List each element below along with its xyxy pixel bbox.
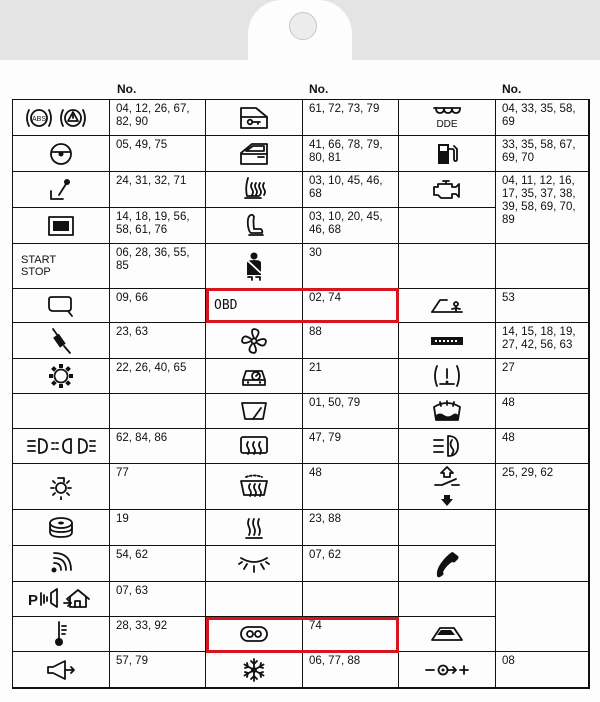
symbol-cell: [398, 428, 495, 463]
fuse-numbers: 48: [495, 428, 588, 463]
fuse-table: [12, 99, 588, 687]
park-distance-home-icon: [27, 587, 95, 611]
fuse-numbers: 07, 63: [109, 581, 205, 616]
symbol-cell: [205, 99, 302, 135]
heated-seat-icon: [239, 176, 269, 204]
symbol-cell: [205, 581, 302, 616]
symbol-cell: [205, 545, 302, 581]
symbol-cell: [398, 393, 495, 428]
symbol-cell: [398, 207, 495, 243]
fuse-numbers: 77: [109, 463, 205, 509]
column-header-2: No.: [309, 82, 329, 96]
fuse-numbers: 28, 33, 92: [109, 616, 205, 651]
fuse-numbers: 07, 62: [302, 545, 398, 581]
fuse-numbers: 62, 84, 86: [109, 428, 205, 463]
symbol-cell: [398, 288, 495, 322]
headlight-foglight-icon: [25, 436, 97, 456]
fuse-numbers: 03, 10, 20, 45, 46, 68: [302, 207, 398, 243]
svg-text:P: P: [28, 592, 39, 609]
interior-light-icon: [48, 474, 74, 500]
fuse-numbers: 21: [302, 358, 398, 393]
symbol-cell: [12, 288, 109, 322]
door-key-icon: [238, 105, 270, 131]
fuse-numbers: 27: [495, 358, 588, 393]
fuse-numbers: 01, 50, 79: [302, 393, 398, 428]
symbol-cell: [398, 581, 495, 616]
symbol-cell: [12, 99, 109, 135]
fuse-numbers: [109, 393, 205, 428]
light-bar-icon: [429, 334, 465, 348]
fuse-numbers: 04, 33, 35, 58, 69: [495, 99, 588, 135]
snowflake-ac-icon: [241, 657, 267, 683]
fuel-pump-icon: [435, 141, 459, 167]
symbol-cell: [205, 207, 302, 243]
symbol-cell: [398, 545, 495, 581]
symbol-cell: [205, 171, 302, 207]
table-border-right: [588, 99, 590, 688]
stop-label: STOP: [21, 266, 51, 278]
fuse-numbers: 57, 79: [109, 651, 205, 687]
symbol-cell: [205, 651, 302, 687]
car-door-icon: [238, 141, 270, 167]
column-header-3: No.: [502, 82, 522, 96]
headlight-washer-icon: [430, 432, 464, 460]
fuse-numbers: 14, 15, 18, 19, 27, 42, 56, 63: [495, 322, 588, 358]
fuse-numbers: 25, 29, 62: [495, 463, 588, 509]
washer-fluid-icon: [430, 397, 464, 425]
symbol-cell: [12, 616, 109, 651]
hanger-hole: [289, 12, 317, 40]
seat-icon: [241, 212, 267, 240]
fuse-numbers: 06, 77, 88: [302, 651, 398, 687]
fuse-numbers: 04, 11, 12, 16, 17, 35, 37, 38, 39, 58, 69, 70, 89: [495, 171, 588, 243]
symbol-cell: [12, 322, 109, 358]
steering-wheel-icon: [48, 141, 74, 167]
symbol-cell: [398, 243, 495, 288]
fuse-numbers: 24, 31, 32, 71: [109, 171, 205, 207]
fuse-numbers: 06, 28, 36, 55, 85: [109, 243, 205, 288]
symbol-cell: [205, 428, 302, 463]
fuse-numbers: 03, 10, 45, 46, 68: [302, 171, 398, 207]
start-stop-symbol: [12, 243, 109, 288]
tire-pressure-icon: [431, 362, 463, 390]
symbol-cell: [398, 99, 495, 135]
fuse-numbers: 53: [495, 288, 588, 322]
symbol-cell: [12, 428, 109, 463]
obd-label: OBD: [214, 298, 238, 313]
fuse-numbers: [495, 509, 588, 581]
svg-text:ABS: ABS: [31, 115, 47, 123]
fuse-numbers: 88: [302, 322, 398, 358]
fuse-numbers: [495, 581, 588, 651]
symbol-cell: [205, 322, 302, 358]
socket-plug-icon: [424, 662, 470, 678]
radio-signal-icon: [47, 551, 75, 577]
symbol-cell: [12, 171, 109, 207]
joystick-lever-icon: [47, 177, 75, 203]
highlight-glow-plug-row: [206, 617, 399, 653]
fuse-numbers: [302, 581, 398, 616]
symbol-cell: [12, 135, 109, 171]
symbol-cell: [398, 616, 495, 651]
glow-plug-dde-icon: [432, 105, 462, 119]
fuse-numbers: 74: [302, 616, 398, 651]
fuse-numbers: 05, 49, 75: [109, 135, 205, 171]
table-border-bottom: [12, 687, 590, 689]
fuse-numbers: 23, 63: [109, 322, 205, 358]
symbol-cell: [398, 651, 495, 687]
symbol-cell: [12, 358, 109, 393]
mirror-icon: [46, 294, 76, 318]
symbol-cell: [12, 207, 109, 243]
symbol-cell: [205, 393, 302, 428]
seatbelt-person-icon: [242, 251, 266, 281]
rear-defrost-icon: [238, 434, 270, 458]
fuse-numbers: 48: [302, 463, 398, 509]
shock-absorber-icon: [48, 326, 74, 356]
horn-icon: [45, 659, 77, 681]
display-screen-icon: [47, 215, 75, 237]
symbol-cell: [12, 509, 109, 545]
windshield-heat-icon: [237, 473, 271, 501]
heater-icon: [242, 515, 266, 541]
trailer-hitch-icon: [429, 295, 465, 317]
symbol-cell: [398, 171, 495, 207]
fuse-numbers: 09, 66: [109, 288, 205, 322]
symbol-cell: [12, 545, 109, 581]
fuse-numbers: 04, 12, 26, 67, 82, 90: [109, 99, 205, 135]
start-label: START: [21, 254, 57, 266]
symbol-cell: [205, 509, 302, 545]
symbol-cell: [398, 463, 495, 509]
fuse-numbers: 02, 74: [302, 288, 398, 322]
fuse-numbers: 30: [302, 243, 398, 288]
symbol-cell: [205, 463, 302, 509]
rear-window-icon: [239, 399, 269, 423]
symbol-cell: [398, 509, 495, 545]
dde-label: DDE: [436, 119, 458, 130]
symbol-cell: [398, 322, 495, 358]
fuse-numbers: 33, 35, 58, 67, 69, 70: [495, 135, 588, 171]
column-header-1: No.: [117, 82, 137, 96]
fuse-numbers: 54, 62: [109, 545, 205, 581]
fuse-numbers: 23, 88: [302, 509, 398, 545]
fuse-numbers: 19: [109, 509, 205, 545]
fuse-numbers: 41, 66, 78, 79, 80, 81: [302, 135, 398, 171]
gear-icon: [47, 362, 75, 390]
sunroof-icon: [429, 623, 465, 645]
thermometer-icon: [51, 619, 71, 649]
car-speed-icon: [239, 362, 269, 390]
symbol-cell: [12, 463, 109, 509]
dome-light-icon: [238, 552, 270, 576]
symbol-cell: [12, 651, 109, 687]
symbol-cell: [12, 393, 109, 428]
symbol-cell: [205, 135, 302, 171]
fuse-numbers: [495, 243, 588, 288]
symbol-cell: [205, 243, 302, 288]
fuse-numbers: 61, 72, 73, 79: [302, 99, 398, 135]
fuse-numbers: 08: [495, 651, 588, 687]
fuse-numbers: 22, 26, 40, 65: [109, 358, 205, 393]
fuse-numbers: 14, 18, 19, 56, 58, 61, 76: [109, 207, 205, 243]
fan-icon: [240, 327, 268, 355]
check-engine-icon: [430, 177, 464, 203]
symbol-cell: [398, 135, 495, 171]
abs-brake-warning-icons: [25, 106, 97, 130]
symbol-cell: [205, 358, 302, 393]
telephone-icon: [433, 550, 461, 578]
highlight-obd-row: [206, 288, 399, 323]
symbol-cell: [12, 581, 109, 616]
symbol-cell: [398, 358, 495, 393]
fuse-numbers: 47, 79: [302, 428, 398, 463]
window-up-down-icon: [432, 465, 462, 509]
cd-changer-icon: [47, 516, 75, 540]
fuse-numbers: 48: [495, 393, 588, 428]
